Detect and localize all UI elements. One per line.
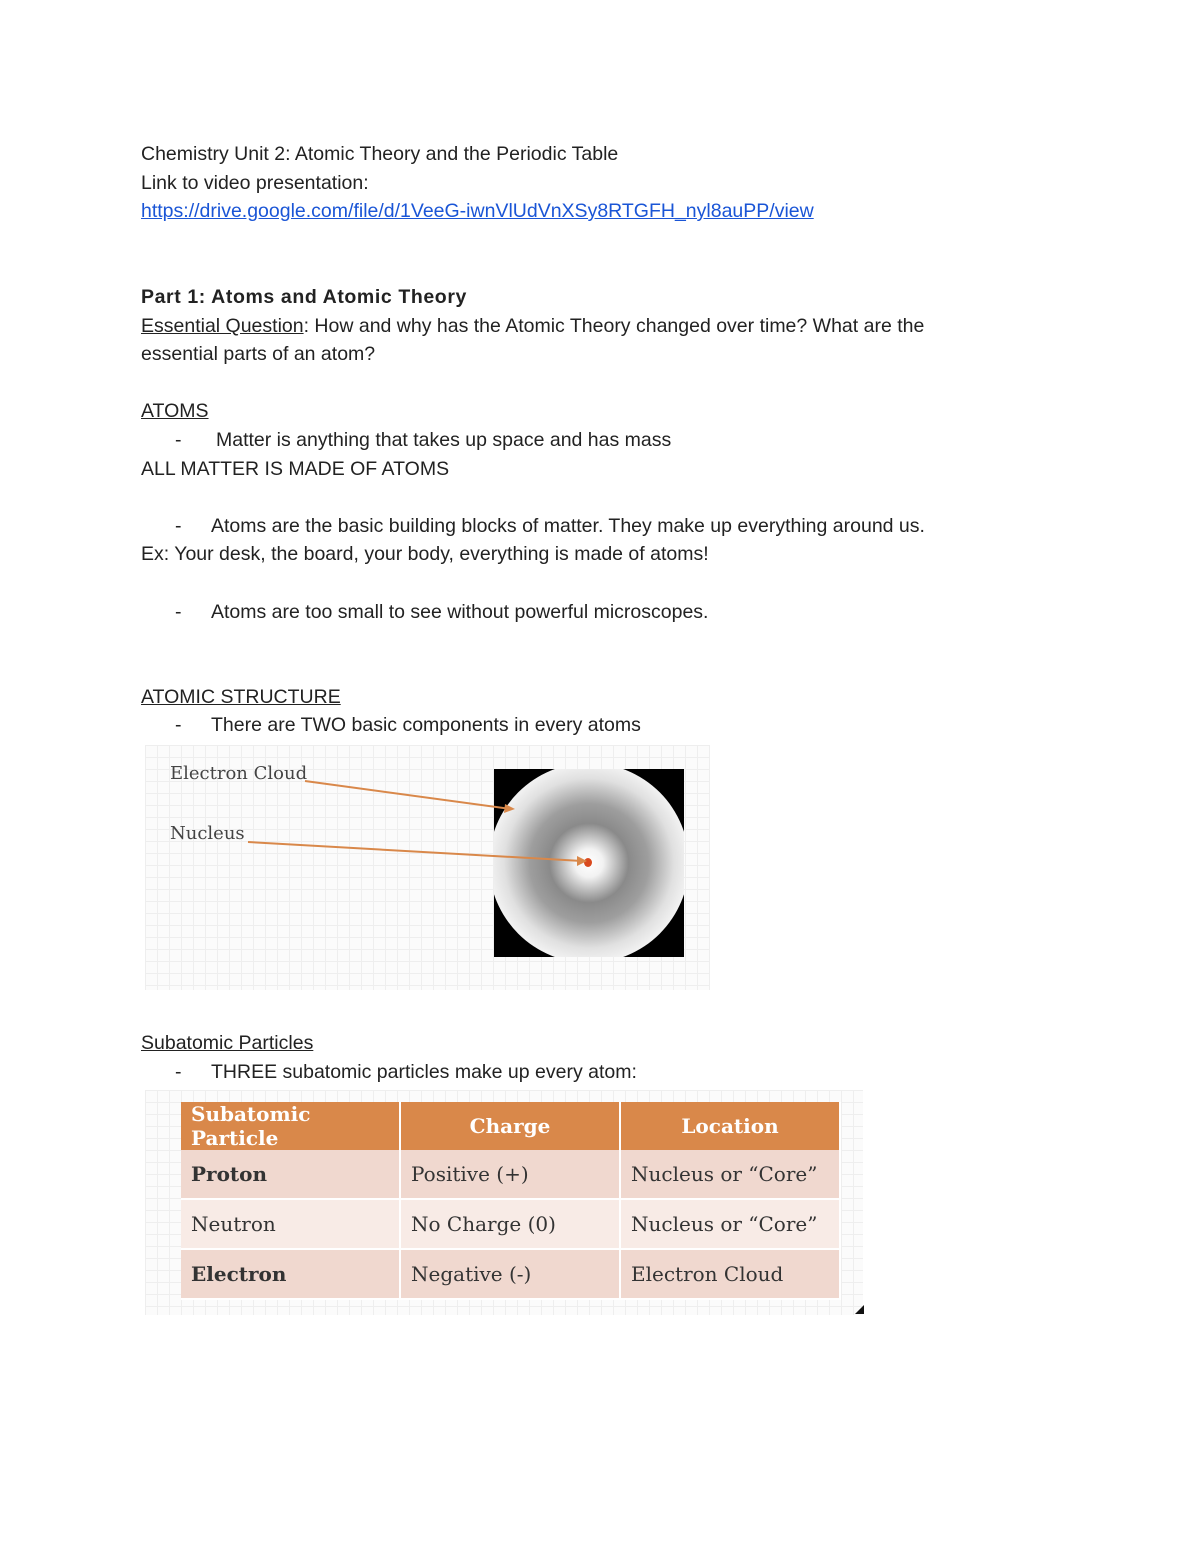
electron-cloud-label: Electron Cloud <box>170 763 308 784</box>
table-row <box>181 1200 841 1250</box>
cell-particle: Electron <box>181 1250 401 1300</box>
atomic-structure-bullet: There are TWO basic components in every atoms <box>211 714 641 736</box>
electron-cloud-arrow <box>305 781 511 809</box>
document-title: Chemistry Unit 2: Atomic Theory and the Periodic Table <box>141 143 619 165</box>
header-particle: Subatomic Particle <box>181 1102 401 1150</box>
subatomic-table-image <box>145 1090 863 1315</box>
electron-cloud-arrowhead <box>504 804 515 813</box>
atoms-bullet-3: Atoms are too small to see without powerful microscopes. <box>211 601 709 623</box>
cell-charge: Negative (-) <box>401 1250 621 1300</box>
cell-location: Electron Cloud <box>621 1250 841 1300</box>
subatomic-heading: Subatomic Particles <box>141 1032 314 1054</box>
table-header-row <box>181 1102 841 1150</box>
atom-diagram <box>145 745 710 990</box>
bullet-dash: - <box>175 429 182 451</box>
essential-question-label: Essential Question <box>141 315 304 337</box>
part1-heading: Part 1: Atoms and Atomic Theory <box>141 286 467 308</box>
subatomic-table <box>181 1102 841 1300</box>
nucleus-label: Nucleus <box>170 823 245 844</box>
nucleus-arrowhead <box>577 856 587 866</box>
atoms-example: Ex: Your desk, the board, your body, everything is made of atoms! <box>141 543 709 565</box>
header-charge: Charge <box>401 1102 621 1150</box>
bullet-dash: - <box>175 1061 182 1083</box>
cell-location: Nucleus or “Core” <box>621 1200 841 1250</box>
cell-charge: No Charge (0) <box>401 1200 621 1250</box>
atoms-heading: ATOMS <box>141 400 209 422</box>
cell-charge: Positive (+) <box>401 1150 621 1200</box>
essential-question-text-2: essential parts of an atom? <box>141 343 376 365</box>
table-row <box>181 1250 841 1300</box>
subatomic-bullet: THREE subatomic particles make up every atom: <box>211 1061 637 1083</box>
video-link-label: Link to video presentation: <box>141 172 369 194</box>
table-row <box>181 1150 841 1200</box>
atoms-bullet-1: Matter is anything that takes up space and has mass <box>216 429 672 451</box>
atoms-caps-line: ALL MATTER IS MADE OF ATOMS <box>141 458 450 480</box>
bullet-dash: - <box>175 515 182 537</box>
essential-question-text-1: : How and why has the Atomic Theory changed over time? What are the <box>303 315 925 337</box>
bullet-dash: - <box>175 714 182 736</box>
pointer-arrows <box>145 745 710 990</box>
nucleus-arrow <box>248 842 582 861</box>
image-resize-handle[interactable] <box>855 1305 864 1314</box>
cell-particle: Proton <box>181 1150 401 1200</box>
essential-question <box>141 314 924 338</box>
cell-location: Nucleus or “Core” <box>621 1150 841 1200</box>
cell-particle: Neutron <box>181 1200 401 1250</box>
atoms-bullet-2: Atoms are the basic building blocks of matter. They make up everything around us. <box>211 515 925 537</box>
header-location: Location <box>621 1102 841 1150</box>
atomic-structure-heading: ATOMIC STRUCTURE <box>141 686 341 708</box>
bullet-dash: - <box>175 601 182 623</box>
video-link[interactable]: https://drive.google.com/file/d/1VeeG-iwnVlUdVnXSy8RTGFH_nyl8auPP/view <box>141 200 814 222</box>
